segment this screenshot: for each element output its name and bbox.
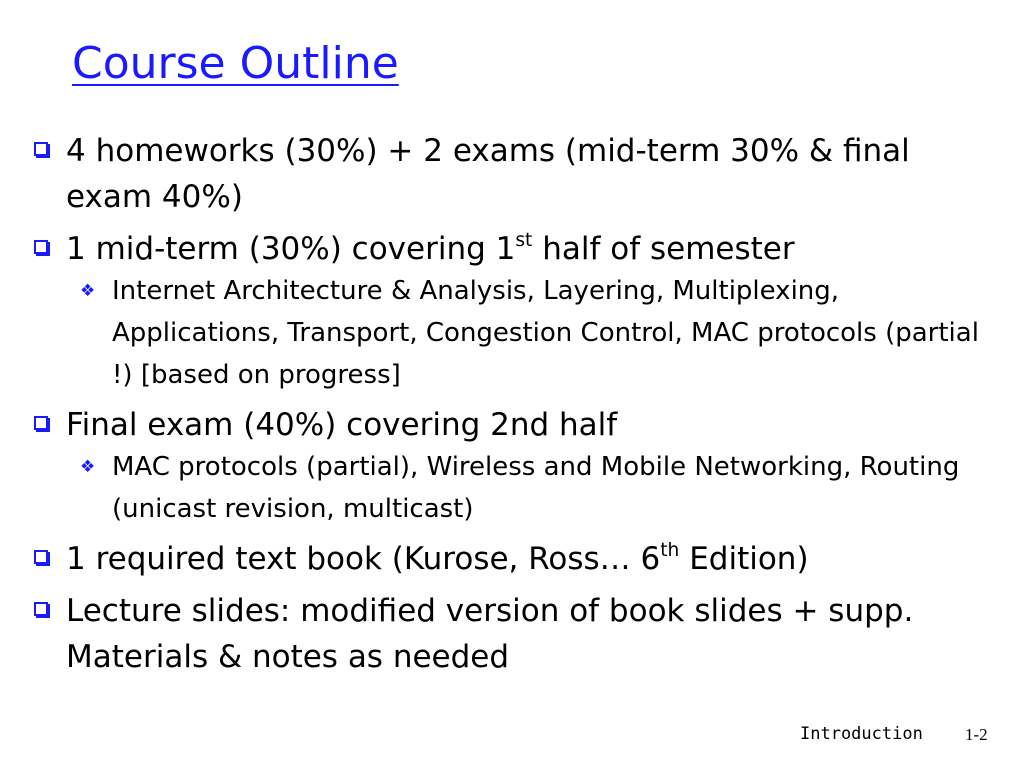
bullet-text: 1 required text book (Kurose, Ross… 6 <box>66 541 661 577</box>
square-bullet-icon <box>34 602 48 616</box>
bullet-text: 1 mid-term (30%) covering 1 <box>66 231 516 267</box>
square-bullet-icon <box>34 550 48 564</box>
bullet-text: Final exam (40%) covering 2nd half <box>66 407 618 443</box>
bullet-text: Lecture slides: modified version of book slides + supp. Materials & notes as needed <box>66 593 914 675</box>
bullet-superscript: st <box>515 229 533 251</box>
diamond-bullet-icon: ❖ <box>80 457 96 477</box>
bullet-list <box>34 128 994 686</box>
square-bullet-icon <box>34 416 48 430</box>
bullet-item-textbook <box>34 536 994 582</box>
sub-bullet-midterm-topics <box>34 270 992 396</box>
bullet-item-slides <box>34 588 994 680</box>
slide-title: Course Outline <box>72 38 399 89</box>
bullet-text-tail: half of semester <box>532 231 795 267</box>
diamond-bullet-icon: ❖ <box>80 281 96 301</box>
bullet-item-midterm <box>34 226 994 272</box>
bullet-text: 4 homeworks (30%) + 2 exams (mid-term 30% & final exam 40%) <box>66 133 910 215</box>
footer-section-label: Introduction <box>800 724 923 744</box>
bullet-item-grading <box>34 128 994 220</box>
bullet-item-final <box>34 402 994 448</box>
footer-page-number: 1-2 <box>965 725 988 744</box>
sub-bullet-text: MAC protocols (partial), Wireless and Mobile Networking, Routing (unicast revision, multicast) <box>112 452 960 524</box>
sub-bullet-final-topics <box>34 446 992 530</box>
square-bullet-icon <box>34 240 48 254</box>
bullet-superscript: th <box>660 539 680 561</box>
square-bullet-icon <box>34 142 48 156</box>
sub-bullet-text: Internet Architecture & Analysis, Layering, Multiplexing, Applications, Transport, Congestion Control, MAC protocols (partial !) [based on progress] <box>112 276 979 390</box>
bullet-text-tail: Edition) <box>679 541 809 577</box>
